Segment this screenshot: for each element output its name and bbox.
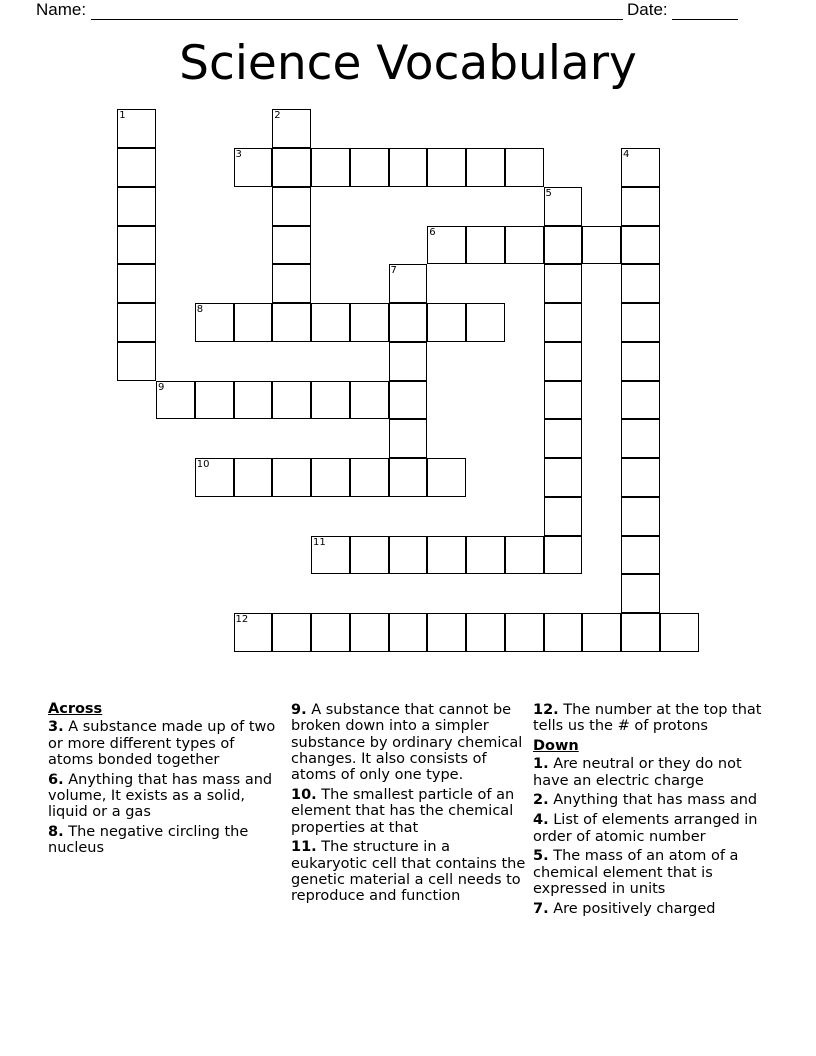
- crossword-cell[interactable]: [350, 536, 389, 575]
- crossword-cell[interactable]: [389, 536, 428, 575]
- name-line[interactable]: [91, 3, 623, 20]
- crossword-cell[interactable]: [195, 381, 234, 420]
- crossword-cell[interactable]: [117, 226, 156, 265]
- clue-number: 11: [313, 536, 326, 548]
- crossword-cell[interactable]: [427, 613, 466, 652]
- crossword-cell[interactable]: [311, 381, 350, 420]
- clues-column-2: [291, 702, 527, 908]
- down-heading: Down: [533, 738, 579, 755]
- crossword-cell[interactable]: [311, 148, 350, 187]
- clue-number: 5: [545, 187, 552, 199]
- across-heading: Across: [48, 701, 103, 717]
- crossword-cell[interactable]: [117, 187, 156, 226]
- crossword-cell[interactable]: [660, 613, 699, 652]
- crossword-cell[interactable]: [117, 264, 156, 303]
- crossword-cell[interactable]: [272, 264, 311, 303]
- crossword-cell[interactable]: [117, 342, 156, 381]
- crossword-cell[interactable]: [350, 458, 389, 497]
- crossword-cell[interactable]: [544, 226, 583, 265]
- crossword-cell[interactable]: [505, 226, 544, 265]
- crossword-cell[interactable]: [582, 613, 621, 652]
- crossword-cell[interactable]: [272, 303, 311, 342]
- crossword-cell[interactable]: [466, 148, 505, 187]
- clue-across-6: 6. Anything that has mass and volume, It exists as a solid, liquid or a gas: [48, 771, 273, 821]
- date-label: Date:: [627, 0, 668, 19]
- crossword-cell[interactable]: [311, 458, 350, 497]
- crossword-cell[interactable]: [621, 574, 660, 613]
- crossword-cell[interactable]: [466, 536, 505, 575]
- crossword-cell[interactable]: [234, 148, 273, 187]
- clues-column-1: [48, 701, 284, 860]
- crossword-cell[interactable]: [544, 264, 583, 303]
- crossword-cell[interactable]: [272, 187, 311, 226]
- crossword-cell[interactable]: [234, 613, 273, 652]
- crossword-cell[interactable]: [117, 303, 156, 342]
- clue-down-2: 2. Anything that has mass and: [533, 792, 758, 809]
- crossword-cell[interactable]: [195, 303, 234, 342]
- clue-across-10: 10. The smallest particle of an element that has the chemical properties at that: [291, 786, 515, 836]
- crossword-cell[interactable]: [389, 303, 428, 342]
- crossword-cell[interactable]: [466, 226, 505, 265]
- clue-down-1: 1. Are neutral or they do not have an electric charge: [533, 756, 742, 789]
- crossword-cell[interactable]: [621, 226, 660, 265]
- crossword-cell[interactable]: [621, 613, 660, 652]
- crossword-cell[interactable]: [544, 303, 583, 342]
- clue-number: 6: [429, 226, 436, 238]
- page-title: Science Vocabulary: [179, 36, 637, 91]
- clue-across-3: 3. A substance made up of two or more different types of atoms bonded together: [48, 719, 276, 768]
- crossword-cell[interactable]: [272, 109, 311, 148]
- clue-number: 12: [235, 614, 249, 625]
- crossword-cell[interactable]: [117, 148, 156, 187]
- crossword-cell[interactable]: [272, 226, 311, 265]
- clues-column-3: [533, 702, 769, 921]
- crossword-cell[interactable]: [544, 497, 583, 536]
- clue-across-12: 12. The number at the top that tells us the # of protons: [533, 702, 762, 735]
- crossword-cell[interactable]: [350, 613, 389, 652]
- crossword-cell[interactable]: [272, 613, 311, 652]
- name-label: Name:: [36, 0, 87, 19]
- date-line[interactable]: [672, 3, 738, 20]
- clue-down-7: 7. Are positively charged: [533, 900, 716, 917]
- crossword-cell[interactable]: [427, 458, 466, 497]
- crossword-cell[interactable]: [234, 303, 273, 342]
- crossword-cell[interactable]: [195, 458, 234, 497]
- crossword-cell[interactable]: [621, 148, 660, 187]
- crossword-cell[interactable]: [621, 381, 660, 420]
- crossword-cell[interactable]: [505, 536, 544, 575]
- crossword-cell[interactable]: [621, 342, 660, 381]
- clue-number: 2: [274, 110, 281, 122]
- crossword-cell[interactable]: [389, 458, 428, 497]
- crossword-cell[interactable]: [350, 148, 389, 187]
- crossword-cell[interactable]: [272, 458, 311, 497]
- clue-down-4: 4. List of elements arranged in order of atomic number: [533, 812, 758, 845]
- crossword-cell[interactable]: [427, 303, 466, 342]
- crossword-cell[interactable]: [466, 303, 505, 342]
- crossword-cell[interactable]: [389, 381, 428, 420]
- crossword-cell[interactable]: [505, 613, 544, 652]
- crossword-cell[interactable]: [466, 613, 505, 652]
- crossword-cell[interactable]: [272, 381, 311, 420]
- crossword-cell[interactable]: [621, 536, 660, 575]
- crossword-cell[interactable]: [156, 381, 195, 420]
- crossword-cell[interactable]: [311, 303, 350, 342]
- crossword-cell[interactable]: [621, 497, 660, 536]
- clue-number: 9: [158, 381, 165, 393]
- crossword-cell[interactable]: [311, 536, 350, 575]
- crossword-cell[interactable]: [350, 381, 389, 420]
- crossword-cell[interactable]: [544, 187, 583, 226]
- crossword-cell[interactable]: [582, 226, 621, 265]
- crossword-cell[interactable]: [350, 303, 389, 342]
- crossword-cell[interactable]: [117, 109, 156, 148]
- clue-across-8: 8. The negative circling the nucleus: [48, 824, 249, 857]
- crossword-cell[interactable]: [621, 419, 660, 458]
- crossword-cell[interactable]: [544, 458, 583, 497]
- crossword-cell[interactable]: [389, 419, 428, 458]
- clue-number: 8: [196, 304, 204, 315]
- clue-number: 1: [119, 110, 126, 122]
- crossword-cell[interactable]: [621, 303, 660, 342]
- clue-number: 7: [390, 265, 397, 277]
- crossword-cell[interactable]: [544, 613, 583, 652]
- crossword-cell[interactable]: [544, 381, 583, 420]
- name-field[interactable]: [36, 0, 623, 20]
- crossword-cell[interactable]: [234, 458, 273, 497]
- crossword-cell[interactable]: [427, 536, 466, 575]
- crossword-cell[interactable]: [621, 458, 660, 497]
- date-field[interactable]: [627, 0, 738, 20]
- clue-number: 10: [196, 459, 210, 470]
- crossword-cell[interactable]: [427, 226, 466, 265]
- crossword-cell[interactable]: [272, 148, 311, 187]
- clue-number: 3: [235, 149, 242, 160]
- crossword-cell[interactable]: [311, 613, 350, 652]
- crossword-cell[interactable]: [505, 148, 544, 187]
- crossword-cell[interactable]: [544, 419, 583, 458]
- crossword-cell[interactable]: [389, 264, 428, 303]
- crossword-cell[interactable]: [621, 187, 660, 226]
- clue-across-11: 11. The structure in a eukaryotic cell that contains the genetic material a cell needs to reproduce and function: [291, 839, 526, 905]
- crossword-cell[interactable]: [427, 148, 466, 187]
- crossword-cell[interactable]: [389, 613, 428, 652]
- crossword-cell[interactable]: [389, 342, 428, 381]
- clue-number: 4: [623, 149, 630, 160]
- crossword-cell[interactable]: [544, 342, 583, 381]
- crossword-cell[interactable]: [389, 148, 428, 187]
- crossword-cell[interactable]: [234, 381, 273, 420]
- clue-across-9: 9. A substance that cannot be broken down into a simpler substance by ordinary chemical changes. It also consists of atoms of only one type.: [291, 702, 523, 784]
- crossword-cell[interactable]: [544, 536, 583, 575]
- clue-down-5: 5. The mass of an atom of a chemical element that is expressed in units: [533, 848, 739, 897]
- crossword-cell[interactable]: [621, 264, 660, 303]
